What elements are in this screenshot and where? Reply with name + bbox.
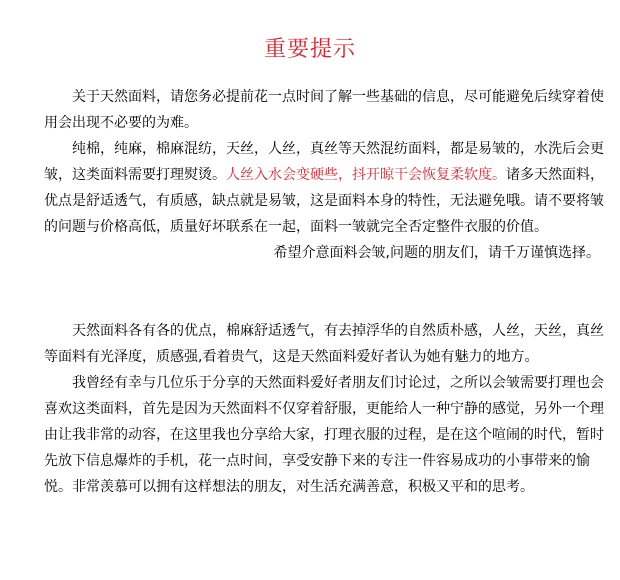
closing-note: 希望介意面料会皱,问题的朋友们，请千万谨慎选择。 — [273, 245, 600, 261]
fabrics-paragraph — [44, 136, 604, 240]
essay-paragraph-2: 我曾经有幸与几位乐于分享的天然面料爱好者朋友们讨论过，之所以会皱需要打理也会喜欢这类面料，首先是因为天然面料不仅穿着舒服，更能给人一种宁静的感觉，另外一个理由让我非常的动容，在这里我也分享给大家，打理衣服的过程，是在这个喧闹的时代，暂时先放下信息爆炸的手机，花一点时间，享受安静下来的专注一件容易成功的小事带来的愉悦。非常羡慕可以拥有这样想法的朋友，对生活充满善意，积极又平和的思考。 — [44, 375, 604, 495]
notice-body — [44, 84, 604, 266]
fabrics-text: 纯棉，纯麻，棉麻混纺，天丝，人丝，真丝等天然混纺面料，都是易皱的，水洗后会更皱，这类面料需要打理熨烫。 — [44, 141, 604, 183]
fabrics-text-continued: 诸多天然面料，优点是舒适透气，有质感，缺点就是易皱，这是面料本身的特性，无法避免哦。请不要将皱的问题与价格高低，质量好坏联系在一起，面料一皱就完全否定整件衣服的价值。 — [44, 167, 604, 235]
essay-body — [44, 318, 604, 500]
notice-title: 重要提示 — [263, 37, 356, 62]
essay-paragraph-1: 天然面料各有各的优点，棉麻舒适透气，有去掉浮华的自然质朴感，人丝，天丝，真丝等面料有光泽度，质感强,看着贵气，这是天然面料爱好者认为她有魅力的地方。 — [44, 323, 604, 365]
fabrics-warning: 人丝入水会变硬些，抖开晾干会恢复柔软度。 — [226, 167, 506, 183]
intro-paragraph: 关于天然面料，请您务必提前花一点时间了解一些基础的信息，尽可能避免后续穿着使用会出现不必要的为难。 — [44, 89, 604, 131]
